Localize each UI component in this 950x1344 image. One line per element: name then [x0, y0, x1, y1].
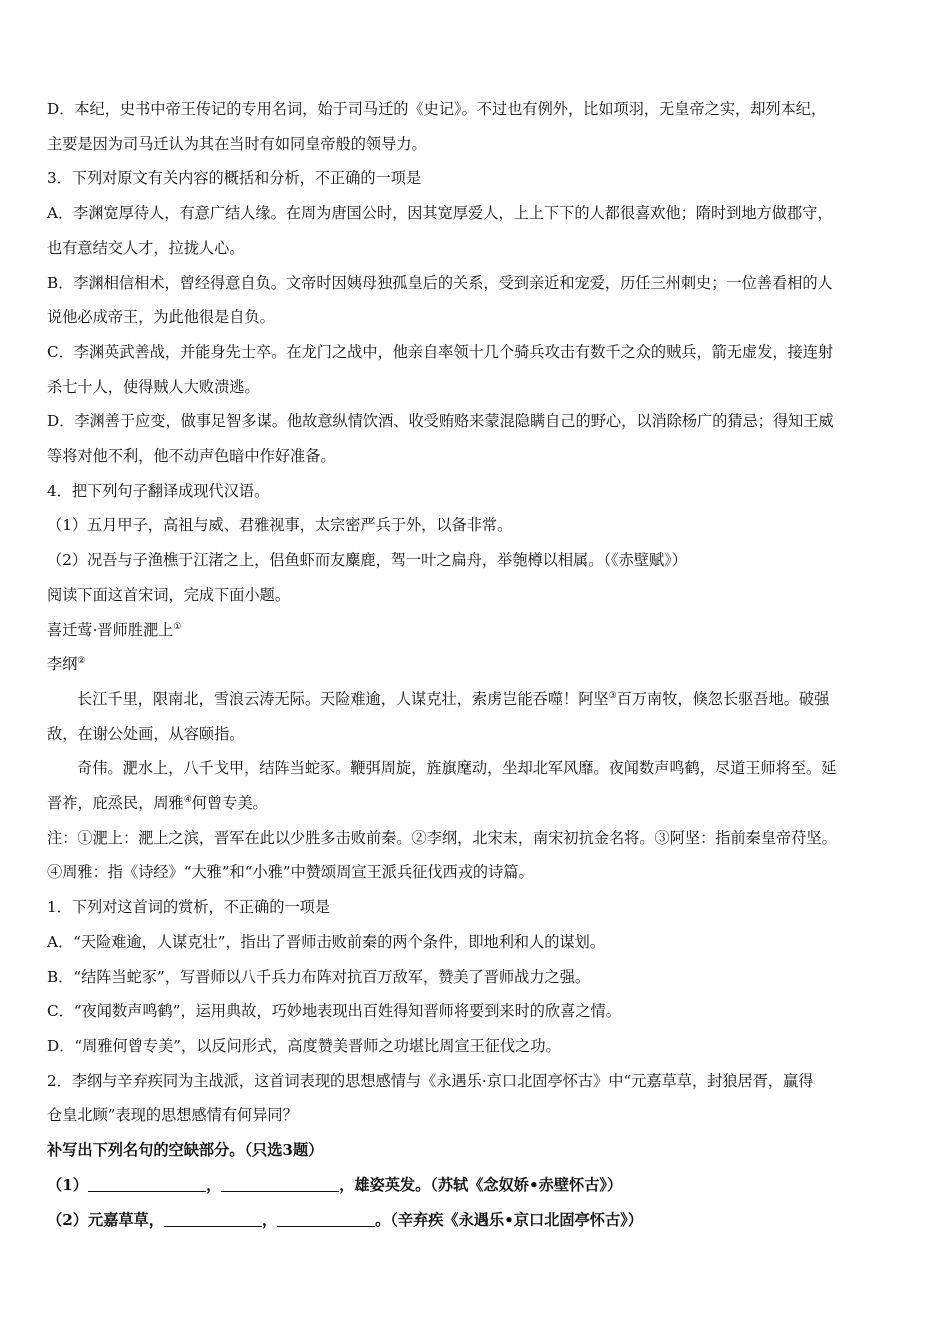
fill-item-1 [47, 1168, 907, 1203]
pq1-option-c: C．“夜闻数声鸣鹤”，运用典故，巧妙地表现出百姓得知晋师将要到来时的欣喜之情。 [47, 1002, 621, 1021]
fill-item-2-separator: ， [261, 1210, 278, 1229]
poem-stanza1-footnote-mark: ③ [608, 690, 617, 701]
poem-stanza1-line2: 敌，在谢公处画，从容颐指。 [47, 724, 245, 743]
poem-intro: 阅读下面这首宋词，完成下面小题。 [47, 585, 290, 604]
fill-item-2-prefix: （2）元嘉草草， [47, 1210, 164, 1229]
q3-option-a-line1: A．李渊宽厚待人，有意广结人缘。在周为唐国公时，因其宽厚爱人，上上下下的人都很喜欢他；隋时到地方做郡守， [47, 204, 833, 223]
notes-line1: 注：①淝上：淝上之滨，晋军在此以少胜多击败前秦。②李纲，北宋末，南宋初抗金名将。③阿坚：指前秦皇帝苻坚。 [47, 828, 837, 847]
poem-stanza1-text-a: 长江千里，限南北，雪浪云涛无际。天险难逾，人谋克壮，索虏岂能吞噬！阿坚 [77, 689, 609, 708]
pq2-line2: 仓皇北顾”表现的思想感情有何异同？ [47, 1106, 298, 1125]
poem-author [47, 647, 907, 682]
q3-option-c-line1: C．李渊英武善战，并能身先士卒。在龙门之战中，他亲自率领十几个骑兵攻击有数千之众的贼兵，箭无虚发，接连射 [47, 342, 834, 361]
q2-option-d-line1: D．本纪，史书中帝王传记的专用名词，始于司马迁的《史记》。不过也有例外，比如项羽，无皇帝之实，却列本纪， [47, 100, 827, 118]
poem-stanza2-line2 [47, 786, 907, 821]
pq2-line1: 2．李纲与辛弃疾同为主战派，这首词表现的思想感情与《永遇乐·京口北固亭怀古》中“元嘉草草，封狼居胥，赢得 [47, 1071, 814, 1090]
poem-stanza2-footnote-mark: ④ [183, 795, 192, 806]
q3-option-a-line2: 也有意结交人才，拉拢人心。 [47, 238, 245, 257]
q4-item-1: （1）五月甲子，高祖与威、君雅视事，太宗密严兵于外，以备非常。 [47, 516, 513, 535]
pq1-option-a: A．“天险难逾，人谋克壮”，指出了晋师击败前秦的两个条件，即地利和人的谋划。 [47, 932, 606, 951]
pq1-option-d: D．“周雅何曾专美”，以反问形式，高度赞美晋师之功堪比周宣王征伐之功。 [47, 1036, 561, 1055]
fill-item-2 [47, 1203, 907, 1238]
document-page [47, 92, 907, 1237]
q3-option-b-line1: B．李渊相信相术，曾经得意自负。文帝时因姨母独孤皇后的关系，受到亲近和宠爱，历任三州刺史；一位善看相的人 [47, 273, 833, 292]
poem-stanza2-text-a: 晋祚，庇烝民，周雅 [47, 794, 184, 813]
fill-item-1-prefix: （1） [47, 1175, 88, 1194]
q2-option-d-line2: 主要是因为司马迁认为其在当时有如同皇帝般的领导力。 [47, 134, 427, 153]
q3-option-d-line1: D．李渊善于应变，做事足智多谋。他故意纵情饮酒、收受贿赂来蒙混隐瞒自己的野心，以消除杨广的猜忌；得知王威 [47, 412, 834, 431]
q3-option-d-line2: 等将对他不利，他不动声色暗中作好准备。 [47, 447, 336, 466]
poem-stanza2-text-b: 何曾专美。 [191, 794, 268, 813]
poem-title [47, 613, 907, 648]
poem-stanza1-text-b: 百万南牧，倏忽长驱吾地。破强 [616, 689, 830, 708]
fill-blank-1a[interactable] [88, 1173, 206, 1192]
fill-item-2-suffix: 。（辛弃疾《永遇乐•京口北固亭怀古》） [375, 1210, 643, 1229]
fill-blank-1b[interactable] [221, 1173, 339, 1192]
fill-item-1-separator: ， [205, 1175, 222, 1194]
pq1-stem: 1．下列对这首词的赏析，不正确的一项是 [47, 898, 331, 917]
pq1-option-b: B．“结阵当蛇豕”，写晋师以八千兵力布阵对抗百万敌军，赞美了晋师战力之强。 [47, 967, 591, 986]
q3-stem: 3．下列对原文有关内容的概括和分析，不正确的一项是 [47, 169, 422, 188]
notes-line2: ④周雅：指《诗经》“大雅”和“小雅”中赞颂周宣王派兵征伐西戎的诗篇。 [47, 863, 534, 882]
poem-title-footnote-mark: ① [173, 621, 182, 632]
q3-option-c-line2: 杀七十人，使得贼人大败溃逃。 [47, 377, 260, 396]
poem-author-footnote-mark: ② [77, 656, 86, 667]
fill-heading: 补写出下列名句的空缺部分。（只选3题） [47, 1141, 324, 1160]
poem-title-text: 喜迁莺·晋师胜淝上 [47, 620, 174, 639]
poem-stanza2-line1: 奇伟。淝水上，八千戈甲，结阵当蛇豕。鞭弭周旋，旌旗麾动，坐却北军风靡。夜闻数声鸣鹤，尽道王师将至。延 [77, 759, 837, 778]
fill-item-1-suffix: ，雄姿英发。（苏轼《念奴娇•赤壁怀古》） [339, 1175, 623, 1194]
fill-blank-2b[interactable] [277, 1208, 375, 1227]
q4-item-2: （2）况吾与子渔樵于江渚之上，侣鱼虾而友麋鹿，驾一叶之扁舟，举匏樽以相属。（《赤壁赋》） [47, 551, 687, 570]
q4-stem: 4．把下列句子翻译成现代汉语。 [47, 481, 270, 500]
fill-blank-2a[interactable] [164, 1208, 262, 1227]
poem-stanza1-line1 [47, 682, 907, 717]
q3-option-b-line2: 说他必成帝王，为此他很是自负。 [47, 308, 275, 327]
poem-author-text: 李纲 [47, 655, 78, 674]
